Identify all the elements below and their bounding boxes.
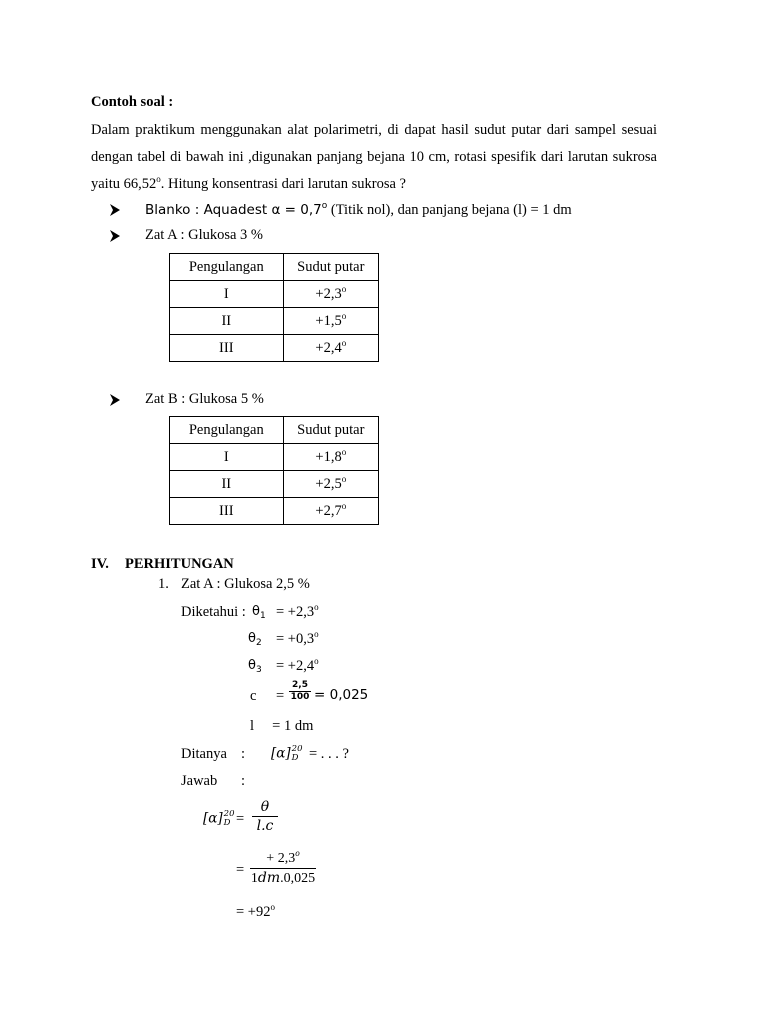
bullet-text: Blanko : Aquadest α = 0,7 xyxy=(145,202,322,218)
theta-3: $\theta_3$ xyxy=(248,658,262,675)
c-result: = 0,025 xyxy=(314,687,369,703)
known-label: Diketahui : xyxy=(181,604,246,620)
example-paragraph-line-2: dengan tabel di bawah ini ,digunakan panjang bejana 10 cm, rotasi spesifik dari larutan sukrosa xyxy=(91,149,657,165)
angle-cell: $+2,7^o$ xyxy=(283,498,378,525)
l-line: l = 1 dm xyxy=(250,718,314,734)
theta-2-value: = $+0,3^o$ xyxy=(276,629,319,647)
item-number: 1. xyxy=(158,576,169,592)
theta-3-value: = $+2,4^o$ xyxy=(276,656,319,674)
rep-cell: I xyxy=(170,281,284,308)
formula-symbol: [α] 20 D xyxy=(203,809,235,828)
angle-cell: $+2,4^o$ xyxy=(283,335,378,362)
rep-cell: I xyxy=(170,444,284,471)
final-result: = $+92^o$ xyxy=(236,902,275,920)
step2-denominator: 1dm.0,025 xyxy=(250,870,316,886)
degree-symbol: o xyxy=(321,201,328,211)
theta-2: $\theta_2$ xyxy=(248,631,262,648)
section-number: IV. xyxy=(91,556,109,572)
rep-cell: III xyxy=(170,498,284,525)
table-zat-b xyxy=(169,416,379,525)
table-row xyxy=(170,444,379,471)
table-row xyxy=(170,308,379,335)
answer-label: Jawab xyxy=(181,773,218,789)
paragraph-text: yaitu 66,52 xyxy=(91,176,157,192)
step2-equals: = xyxy=(236,862,245,878)
rep-cell: II xyxy=(170,308,284,335)
bullet-blanko xyxy=(145,202,572,219)
header-sudut-putar: Sudut putar xyxy=(283,417,378,444)
c-equals: = xyxy=(276,688,285,704)
formula-fraction xyxy=(252,798,278,835)
degree-symbol: o xyxy=(156,174,161,184)
header-pengulangan: Pengulangan xyxy=(170,417,284,444)
rep-cell: III xyxy=(170,335,284,362)
arrowhead-bullet-icon xyxy=(109,203,121,217)
formula-denominator: l.c xyxy=(256,818,274,834)
specific-rotation-symbol: [α] 20 D xyxy=(271,744,303,763)
bullet-zat-b: Zat B : Glukosa 5 % xyxy=(145,391,264,407)
formula-equals: = xyxy=(236,811,245,827)
asked-label: Ditanya xyxy=(181,746,227,762)
bullet-text: (Titik nol), dan panjang bejana (l) = 1 dm xyxy=(327,202,572,218)
arrowhead-bullet-icon xyxy=(109,393,121,407)
header-pengulangan: Pengulangan xyxy=(170,254,284,281)
table-row xyxy=(170,498,379,525)
angle-cell: $+2,5^o$ xyxy=(283,471,378,498)
c-denominator: 100 xyxy=(290,692,310,702)
table-row xyxy=(170,335,379,362)
answer-colon: : xyxy=(241,773,246,789)
table-header-row xyxy=(170,417,379,444)
example-paragraph-line-3 xyxy=(91,176,406,193)
asked-tail: = . . . ? xyxy=(309,746,349,762)
section-title: PERHITUNGAN xyxy=(125,556,234,572)
angle-cell: $+2,3^o$ xyxy=(283,281,378,308)
paragraph-text: . Hitung konsentrasi dari larutan sukrosa ? xyxy=(160,176,406,192)
rep-cell: II xyxy=(170,471,284,498)
theta-1-value: = $+2,3^o$ xyxy=(276,602,319,620)
header-sudut-putar: Sudut putar xyxy=(283,254,378,281)
step2-numerator: + $2,3^o$ xyxy=(266,848,300,866)
table-header-row xyxy=(170,254,379,281)
c-numerator: 2,5 xyxy=(292,680,308,690)
table-row xyxy=(170,281,379,308)
c-label: c xyxy=(250,688,257,704)
arrowhead-bullet-icon xyxy=(109,229,121,243)
c-fraction xyxy=(289,680,311,703)
example-paragraph-line-1: Dalam praktikum menggunakan alat polarimetri, di dapat hasil sudut putar dari sampel sesuai xyxy=(91,122,657,138)
item-title: Zat A : Glukosa 2,5 % xyxy=(181,576,310,592)
theta-1: $\theta_1$ xyxy=(252,604,266,621)
table-row xyxy=(170,471,379,498)
angle-cell: $+1,8^o$ xyxy=(283,444,378,471)
asked-colon: : xyxy=(241,746,246,762)
formula-numerator: θ xyxy=(260,799,270,815)
table-zat-a xyxy=(169,253,379,362)
example-heading: Contoh soal : xyxy=(91,94,174,110)
step2-fraction xyxy=(250,849,316,888)
angle-cell: $+1,5^o$ xyxy=(283,308,378,335)
bullet-zat-a: Zat A : Glukosa 3 % xyxy=(145,227,264,243)
